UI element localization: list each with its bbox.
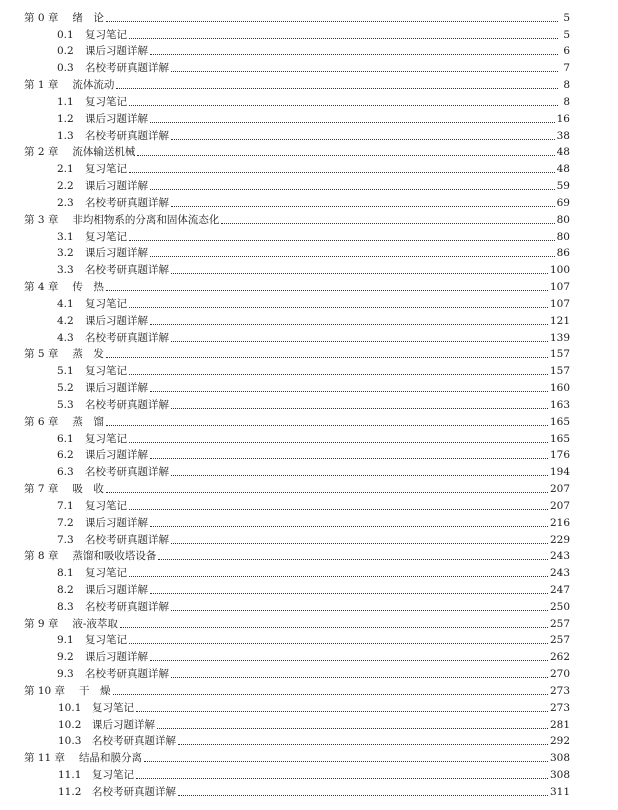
section-title: 复习笔记: [85, 28, 127, 41]
dot-leader: [150, 122, 555, 123]
dot-leader: [116, 88, 558, 89]
page-number: 59: [556, 180, 570, 193]
dot-leader: [129, 172, 555, 173]
toc-section-entry[interactable]: [0, 497, 618, 514]
page-number: 80: [556, 230, 570, 243]
page-number: 8: [563, 79, 570, 92]
page-number: 243: [549, 567, 570, 580]
toc-section-entry[interactable]: [0, 194, 618, 211]
section-title: 名校考研真题详解: [92, 735, 176, 748]
dot-leader: [129, 643, 548, 644]
section-number: 3.2: [57, 247, 74, 260]
chapter-title: 非均相物系的分离和固体流态化: [72, 213, 220, 226]
chapter-number: 第 2 章: [24, 146, 59, 159]
dot-leader: [171, 273, 548, 274]
page-number: 5: [563, 11, 570, 24]
section-number: 11.1: [58, 769, 82, 782]
dot-leader: [137, 155, 554, 156]
section-title: 课后习题详解: [85, 382, 148, 395]
section-title: 课后习题详解: [85, 45, 148, 58]
toc-section-entry[interactable]: [0, 160, 618, 177]
page-number: 38: [556, 129, 570, 142]
toc-section-entry[interactable]: [0, 362, 618, 379]
page-number: 270: [549, 668, 570, 681]
page-number: 157: [549, 348, 570, 361]
page-number: 165: [549, 432, 570, 445]
section-title: 复习笔记: [85, 499, 127, 512]
section-number: 6.1: [57, 432, 74, 445]
toc-section-entry[interactable]: [0, 581, 618, 598]
section-title: 名校考研真题详解: [85, 62, 169, 75]
chapter-title: 蒸馏和吸收塔设备: [72, 550, 157, 563]
page-number: 216: [549, 516, 570, 529]
page-number: 139: [549, 331, 570, 344]
dot-leader: [136, 778, 548, 779]
section-title: 复习笔记: [92, 769, 134, 782]
dot-leader: [129, 509, 548, 510]
section-title: 课后习题详解: [85, 583, 148, 596]
chapter-title: 液-液萃取: [72, 617, 118, 630]
dot-leader: [129, 38, 558, 39]
page-number: 250: [549, 600, 570, 613]
toc-chapter-entry[interactable]: [0, 346, 618, 363]
page-number: 308: [549, 752, 570, 765]
section-number: 4.1: [57, 297, 74, 310]
chapter-title: 蒸 馏: [72, 415, 104, 428]
section-number: 9.1: [57, 634, 74, 647]
toc-section-entry[interactable]: [0, 261, 618, 278]
chapter-title: 蒸 发: [72, 348, 104, 361]
page-number: 100: [549, 264, 570, 277]
section-title: 课后习题详解: [92, 718, 155, 731]
page-number: 80: [556, 213, 570, 226]
page-number: 6: [563, 45, 570, 58]
section-number: 11.2: [58, 785, 82, 798]
chapter-title: 干 燥: [79, 684, 111, 697]
section-number: 8.2: [57, 583, 74, 596]
page-number: 86: [556, 247, 570, 260]
section-number: 1.3: [57, 129, 74, 142]
toc-chapter-entry[interactable]: [0, 76, 618, 93]
page-number: 311: [549, 785, 570, 798]
section-number: 7.3: [57, 533, 74, 546]
section-title: 复习笔记: [85, 432, 127, 445]
section-number: 1.2: [57, 112, 74, 125]
section-title: 名校考研真题详解: [85, 668, 169, 681]
chapter-number: 第 6 章: [24, 415, 59, 428]
page-number: 160: [549, 382, 570, 395]
section-number: 5.2: [57, 382, 74, 395]
dot-leader: [129, 442, 548, 443]
section-number: 10.3: [58, 735, 82, 748]
section-title: 名校考研真题详解: [85, 264, 169, 277]
chapter-number: 第 3 章: [24, 213, 59, 226]
section-title: 课后习题详解: [85, 180, 148, 193]
dot-leader: [129, 576, 548, 577]
chapter-title: 传 热: [72, 281, 104, 294]
page-number: 16: [556, 112, 570, 125]
chapter-number: 第 10 章: [24, 684, 66, 697]
section-number: 4.3: [57, 331, 74, 344]
page-number: 257: [549, 634, 570, 647]
dot-leader: [150, 593, 548, 594]
dot-leader: [171, 408, 548, 409]
toc-section-entry[interactable]: [0, 766, 618, 783]
chapter-title: 流体输送机械: [72, 146, 136, 159]
dot-leader: [106, 290, 548, 291]
dot-leader: [171, 341, 548, 342]
chapter-title: 吸 收: [72, 483, 104, 496]
section-title: 课后习题详解: [85, 449, 148, 462]
section-title: 复习笔记: [92, 701, 134, 714]
dot-leader: [171, 71, 558, 72]
section-title: 名校考研真题详解: [85, 331, 169, 344]
dot-leader: [150, 391, 548, 392]
page-number: 157: [549, 365, 570, 378]
section-number: 8.3: [57, 600, 74, 613]
page-number: 121: [549, 314, 570, 327]
chapter-number: 第 11 章: [24, 752, 66, 765]
page-number: 207: [549, 499, 570, 512]
page-number: 281: [549, 718, 570, 731]
section-title: 复习笔记: [85, 297, 127, 310]
section-title: 课后习题详解: [85, 314, 148, 327]
toc-section-entry[interactable]: [0, 177, 618, 194]
toc-section-entry[interactable]: [0, 564, 618, 581]
section-title: 复习笔记: [85, 230, 127, 243]
dot-leader: [150, 526, 548, 527]
dot-leader: [171, 543, 548, 544]
section-number: 10.1: [58, 701, 82, 714]
dot-leader: [150, 256, 555, 257]
toc-section-entry[interactable]: [0, 110, 618, 127]
chapter-number: 第 1 章: [24, 79, 59, 92]
dot-leader: [120, 627, 548, 628]
chapter-number: 第 7 章: [24, 483, 59, 496]
dot-leader: [221, 223, 554, 224]
chapter-number: 第 9 章: [24, 617, 59, 630]
toc-chapter-entry[interactable]: [0, 615, 618, 632]
page-number: 5: [563, 28, 570, 41]
dot-leader: [129, 105, 558, 106]
page-number: 107: [549, 281, 570, 294]
section-title: 课后习题详解: [85, 516, 148, 529]
page-number: 176: [549, 449, 570, 462]
toc-chapter-entry[interactable]: [0, 9, 618, 26]
toc-section-entry[interactable]: [0, 531, 618, 548]
toc-section-entry[interactable]: [0, 699, 618, 716]
section-title: 复习笔记: [85, 95, 127, 108]
toc-section-entry[interactable]: [0, 245, 618, 262]
toc-section-entry[interactable]: [0, 93, 618, 110]
dot-leader: [136, 711, 548, 712]
chapter-title: 绪 论: [72, 11, 104, 24]
section-number: 9.3: [57, 668, 74, 681]
section-number: 1.1: [57, 95, 74, 108]
toc-section-entry[interactable]: [0, 598, 618, 615]
toc-chapter-entry[interactable]: [0, 548, 618, 565]
toc-chapter-entry[interactable]: [0, 144, 618, 161]
dot-leader: [129, 374, 548, 375]
toc-chapter-entry[interactable]: [0, 682, 618, 699]
dot-leader: [106, 425, 548, 426]
toc-chapter-entry[interactable]: [0, 278, 618, 295]
chapter-number: 第 5 章: [24, 348, 59, 361]
dot-leader: [129, 240, 555, 241]
section-number: 6.3: [57, 466, 74, 479]
section-number: 2.3: [57, 196, 74, 209]
toc-section-entry[interactable]: [0, 463, 618, 480]
section-number: 7.1: [57, 499, 74, 512]
section-number: 5.1: [57, 365, 74, 378]
dot-leader: [171, 677, 548, 678]
dot-leader: [150, 324, 548, 325]
toc-section-entry[interactable]: [0, 396, 618, 413]
section-title: 名校考研真题详解: [85, 600, 169, 613]
page-number: 7: [563, 62, 570, 75]
toc-section-entry[interactable]: [0, 329, 618, 346]
section-number: 8.1: [57, 567, 74, 580]
page-number: 247: [549, 583, 570, 596]
section-title: 复习笔记: [85, 634, 127, 647]
page-number: 194: [549, 466, 570, 479]
section-title: 复习笔记: [85, 163, 127, 176]
dot-leader: [171, 139, 555, 140]
page-number: 69: [556, 196, 570, 209]
toc-section-entry[interactable]: [0, 447, 618, 464]
chapter-number: 第 8 章: [24, 550, 59, 563]
toc-section-entry[interactable]: [0, 733, 618, 750]
section-number: 4.2: [57, 314, 74, 327]
page-number: 207: [549, 483, 570, 496]
dot-leader: [144, 761, 548, 762]
page-number: 273: [549, 684, 570, 697]
dot-leader: [158, 559, 548, 560]
toc-section-entry[interactable]: [0, 632, 618, 649]
toc-section-entry[interactable]: [0, 127, 618, 144]
section-title: 复习笔记: [85, 567, 127, 580]
toc-section-entry[interactable]: [0, 312, 618, 329]
page-number: 229: [549, 533, 570, 546]
toc-section-entry[interactable]: [0, 716, 618, 733]
dot-leader: [106, 357, 548, 358]
toc-section-entry[interactable]: [0, 665, 618, 682]
section-title: 名校考研真题详解: [85, 129, 169, 142]
chapter-title: 流体流动: [72, 79, 115, 92]
dot-leader: [106, 21, 558, 22]
page-number: 163: [549, 398, 570, 411]
section-number: 0.3: [57, 62, 74, 75]
section-number: 10.2: [58, 718, 82, 731]
toc-section-entry[interactable]: [0, 648, 618, 665]
section-title: 名校考研真题详解: [85, 196, 169, 209]
page-number: 262: [549, 651, 570, 664]
dot-leader: [150, 660, 548, 661]
chapter-number: 第 0 章: [24, 11, 59, 24]
section-number: 0.2: [57, 45, 74, 58]
section-number: 2.1: [57, 163, 74, 176]
toc-section-entry[interactable]: [0, 514, 618, 531]
page-number: 8: [563, 95, 570, 108]
dot-leader: [106, 492, 548, 493]
page-number: 165: [549, 415, 570, 428]
toc-chapter-entry[interactable]: [0, 480, 618, 497]
page-number: 48: [556, 163, 570, 176]
chapter-title: 结晶和膜分离: [79, 752, 143, 765]
section-number: 3.3: [57, 264, 74, 277]
toc-chapter-entry[interactable]: [0, 749, 618, 766]
section-number: 0.1: [57, 28, 74, 41]
section-title: 名校考研真题详解: [85, 466, 169, 479]
toc-section-entry[interactable]: [0, 295, 618, 312]
dot-leader: [171, 475, 548, 476]
toc-section-entry[interactable]: [0, 59, 618, 76]
toc-section-entry[interactable]: [0, 430, 618, 447]
toc-section-entry[interactable]: [0, 783, 618, 800]
dot-leader: [113, 694, 548, 695]
dot-leader: [178, 795, 548, 796]
dot-leader: [157, 728, 548, 729]
toc-chapter-entry[interactable]: [0, 413, 618, 430]
dot-leader: [150, 54, 558, 55]
section-number: 9.2: [57, 651, 74, 664]
section-title: 名校考研真题详解: [92, 785, 176, 798]
toc-chapter-entry[interactable]: [0, 211, 618, 228]
section-title: 复习笔记: [85, 365, 127, 378]
section-title: 名校考研真题详解: [85, 398, 169, 411]
dot-leader: [129, 307, 548, 308]
page-number: 308: [549, 769, 570, 782]
dot-leader: [150, 189, 555, 190]
page-number: 243: [549, 550, 570, 563]
dot-leader: [171, 206, 555, 207]
section-title: 课后习题详解: [85, 247, 148, 260]
toc-section-entry[interactable]: [0, 26, 618, 43]
page-number: 292: [549, 735, 570, 748]
toc-section-entry[interactable]: [0, 228, 618, 245]
dot-leader: [150, 458, 548, 459]
toc-section-entry[interactable]: [0, 379, 618, 396]
dot-leader: [178, 744, 548, 745]
toc-section-entry[interactable]: [0, 43, 618, 60]
section-title: 名校考研真题详解: [85, 533, 169, 546]
table-of-contents: [0, 9, 618, 800]
section-number: 7.2: [57, 516, 74, 529]
section-number: 2.2: [57, 180, 74, 193]
section-title: 课后习题详解: [85, 651, 148, 664]
section-number: 5.3: [57, 398, 74, 411]
section-number: 3.1: [57, 230, 74, 243]
page-number: 107: [549, 297, 570, 310]
page-number: 48: [556, 146, 570, 159]
section-number: 6.2: [57, 449, 74, 462]
dot-leader: [171, 610, 548, 611]
chapter-number: 第 4 章: [24, 281, 59, 294]
section-title: 课后习题详解: [85, 112, 148, 125]
page-number: 273: [549, 701, 570, 714]
page-number: 257: [549, 617, 570, 630]
